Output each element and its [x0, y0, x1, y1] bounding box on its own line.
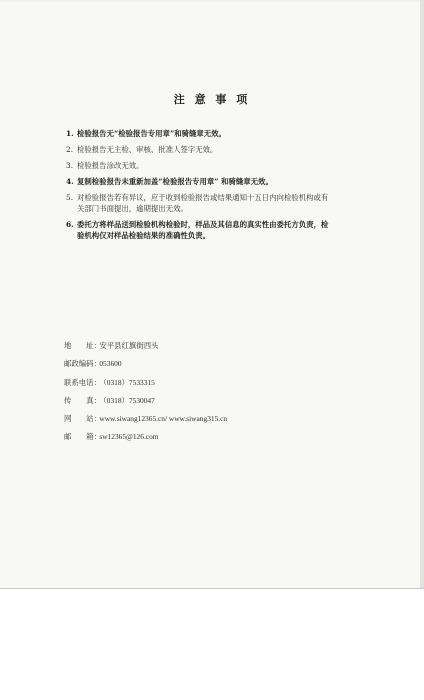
- note-text: 检验报告无“检验报告专用章”和骑缝章无效。: [77, 129, 226, 138]
- note-number: 1.: [66, 129, 74, 138]
- note-text: 检验报告涂改无效。: [77, 161, 144, 170]
- website-label: 网 站：: [64, 414, 101, 424]
- note-text: 检验报告无主检、审核、批准人签字无效。: [77, 145, 218, 154]
- fax-label: 传 真：: [64, 395, 101, 405]
- note-item: [66, 219, 366, 241]
- note-item: [66, 128, 366, 139]
- postcode-row: [64, 358, 364, 376]
- note-item: [66, 160, 366, 171]
- note-text: 复制检验报告未重新加盖“检验报告专用章” 和骑缝章无效。: [77, 177, 273, 186]
- notes-list: [66, 128, 366, 246]
- postcode-label: 邮政编码：: [64, 359, 101, 369]
- note-item: [66, 144, 366, 155]
- note-item: [66, 192, 366, 214]
- phone-value: （0318）7533315: [99, 377, 155, 387]
- website-value: www.siwang12365.cn/ www.siwang315.cn: [99, 414, 228, 424]
- page-title: 注 意 事 项: [173, 93, 251, 106]
- address-row: [64, 340, 364, 358]
- note-text: 委托方将样品送到检验机构检验时，样品及其信息的真实性由委托方负责，检验机构仅对样品检验结果的准确性负责。: [77, 220, 329, 241]
- email-label: 邮 箱：: [64, 432, 101, 442]
- note-number: 4.: [66, 177, 74, 186]
- postcode-value: 053600: [99, 359, 122, 369]
- note-number: 3.: [66, 161, 74, 170]
- fax-row: [64, 395, 364, 413]
- scan-edge: [420, 0, 424, 588]
- contact-block: [64, 340, 364, 450]
- note-text: 对检验报告若有异议，应于收到检验报告或结果通知十五日内向检验机构或有关部门书面提出，逾期提出无效。: [77, 193, 329, 214]
- address-label: 地 址：: [64, 341, 101, 350]
- phone-label: 联系电话：: [64, 377, 101, 387]
- phone-row: [64, 377, 364, 395]
- note-number: 6.: [66, 220, 74, 230]
- address-value: 安平县红旗街西头: [99, 341, 159, 350]
- note-item: [66, 176, 366, 187]
- note-number: 5.: [66, 193, 74, 202]
- website-row: [64, 413, 364, 431]
- email-row: [64, 431, 364, 449]
- note-number: 2.: [66, 145, 74, 154]
- email-value: sw12365@126.com: [99, 432, 159, 442]
- fax-value: （0318）7530047: [99, 395, 155, 405]
